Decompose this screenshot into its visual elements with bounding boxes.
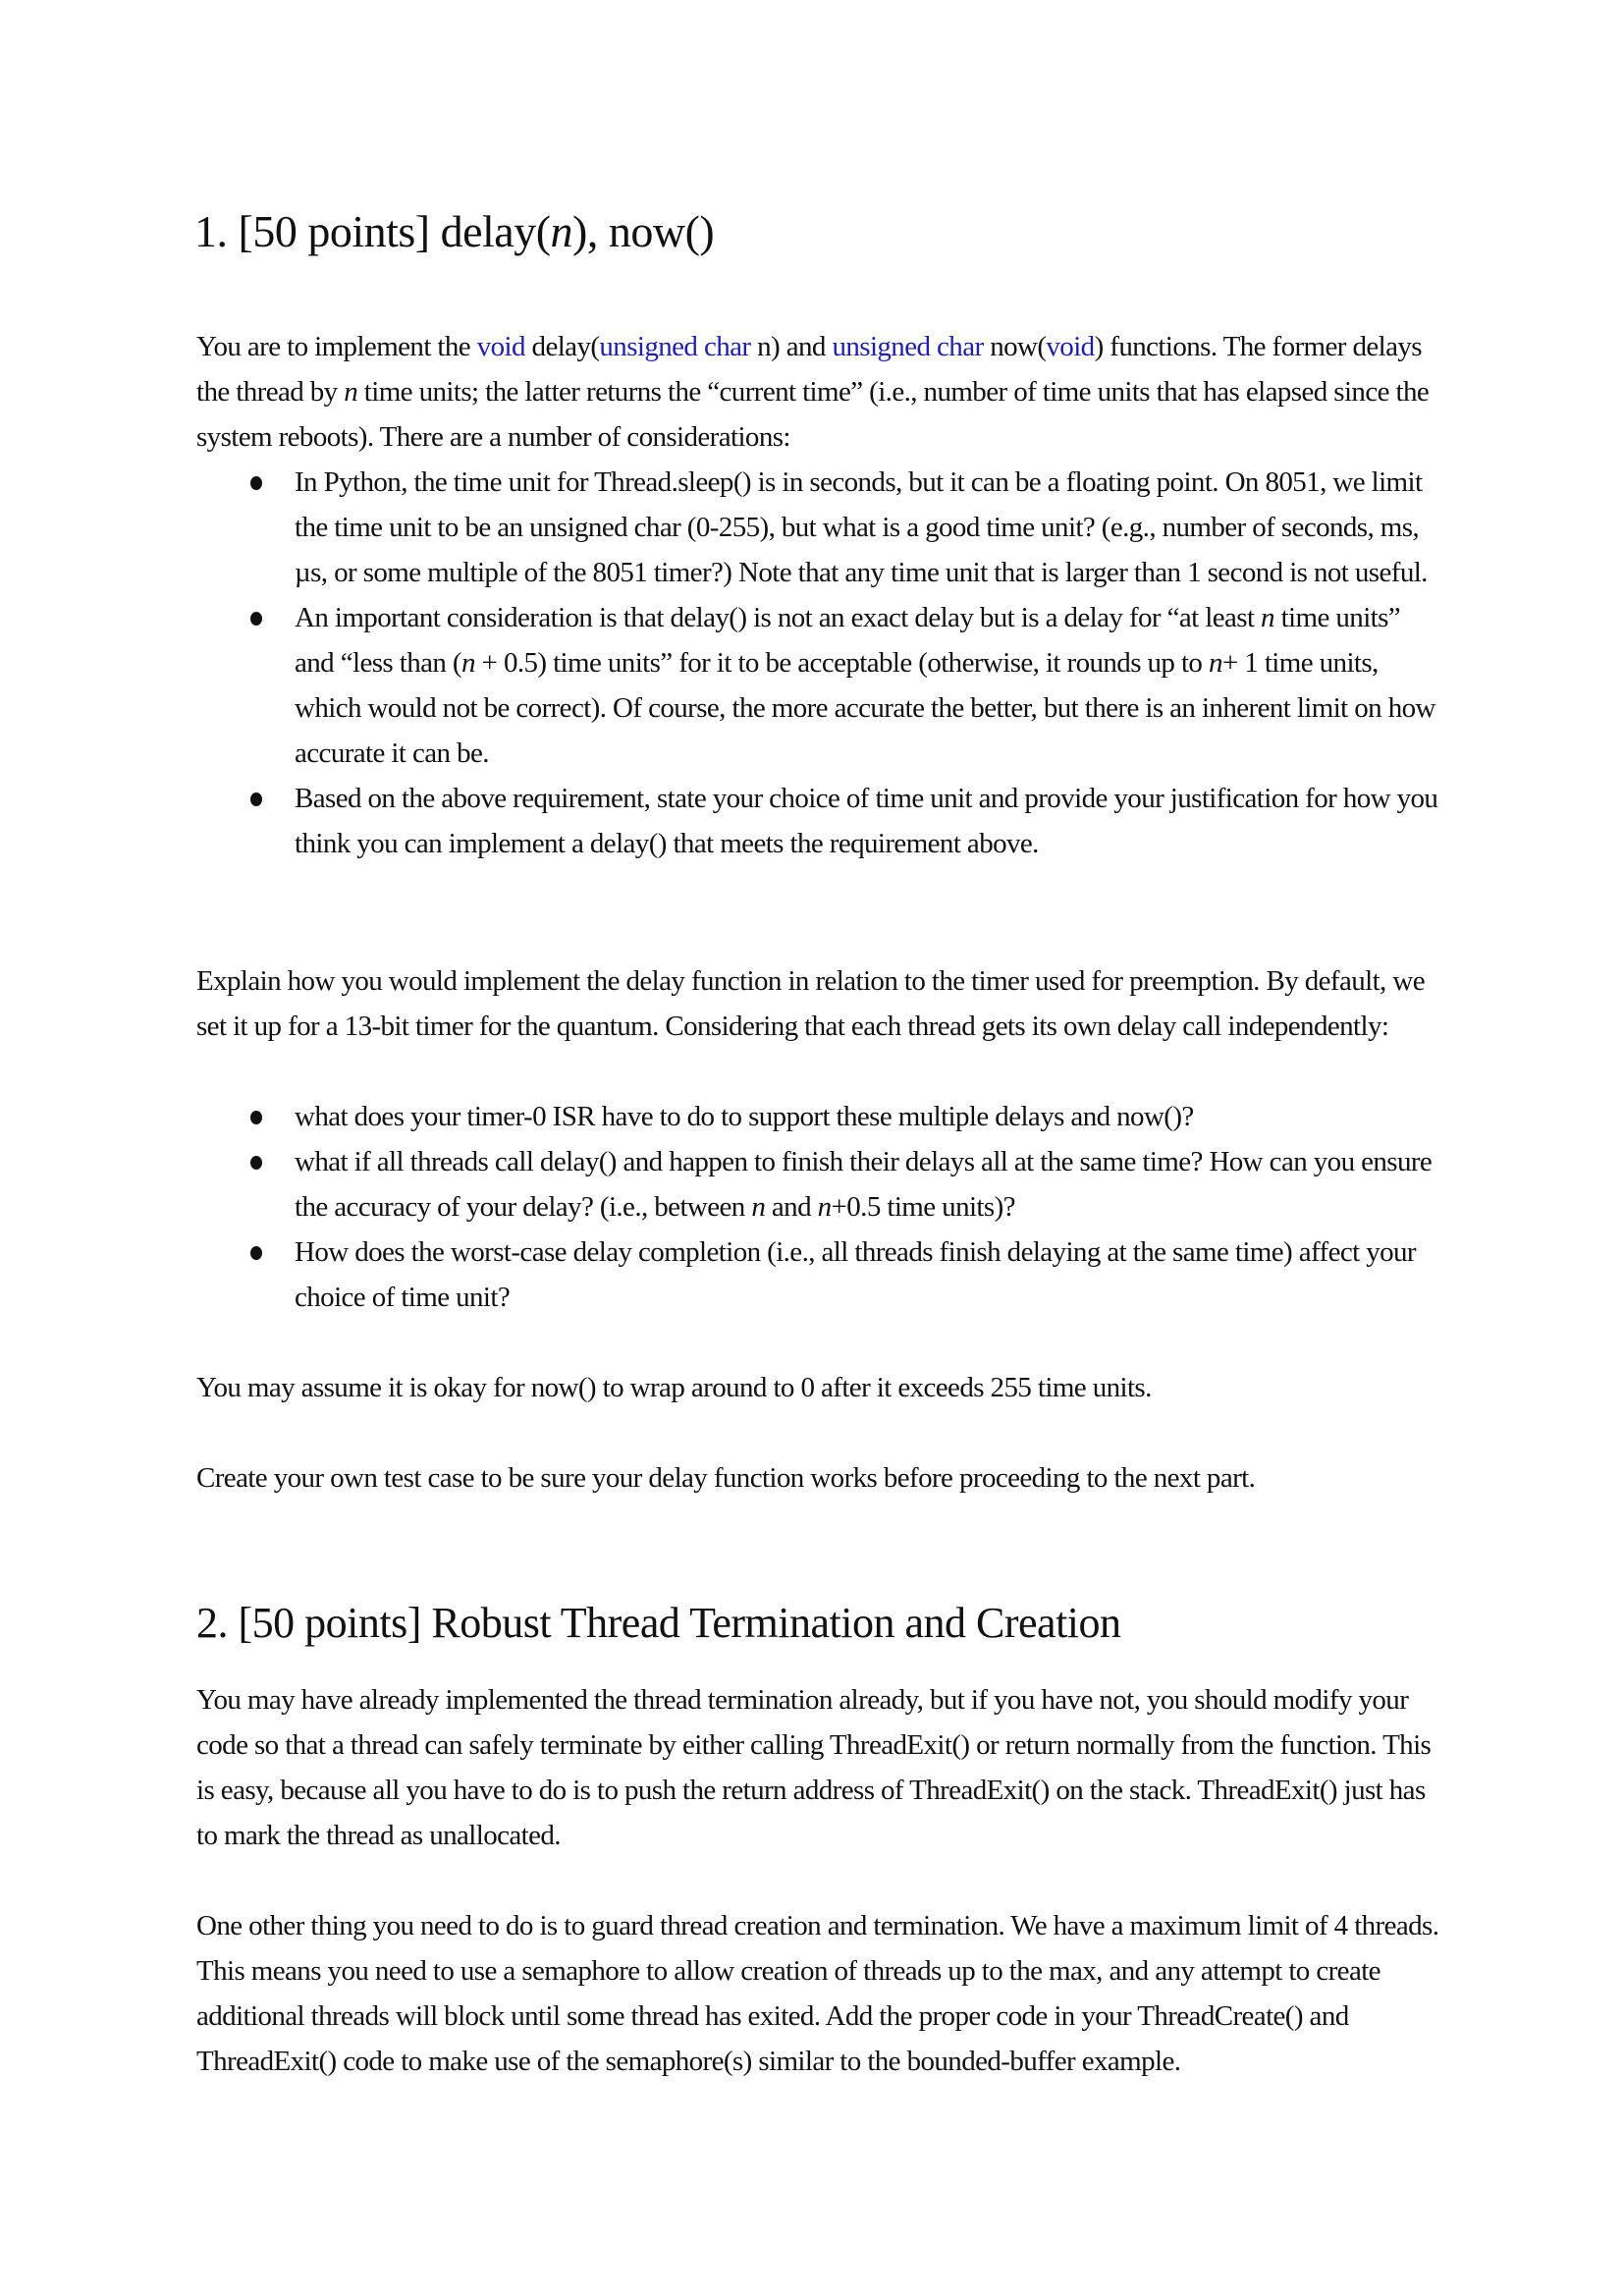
bullet-icon xyxy=(250,476,262,490)
list-item xyxy=(196,1230,1443,1320)
variable: n xyxy=(460,647,475,679)
text: and xyxy=(765,1191,818,1223)
variable: n xyxy=(751,1191,766,1223)
text: +0.5 time units)? xyxy=(831,1191,1015,1223)
keyword: void xyxy=(476,331,525,362)
list-item-text: How does the worst-case delay completion (i.e., all threads finish delaying at the same time) affect your choice of time unit? xyxy=(295,1236,1416,1313)
variable: n xyxy=(344,376,358,408)
heading-variable: n xyxy=(550,206,573,256)
text: time units; the latter returns the “current time” (i.e., number of time units that has elapsed since the system reboots). There are a number of considerations: xyxy=(196,376,1430,453)
list-item xyxy=(196,1139,1443,1230)
list-item xyxy=(196,460,1443,595)
keyword: unsigned char xyxy=(599,331,751,362)
text: ) functions. The former delays the thread by xyxy=(196,331,1422,408)
keyword: void xyxy=(1046,331,1095,362)
heading-text: ), now() xyxy=(572,206,715,256)
variable: n xyxy=(817,1191,832,1223)
text: n) and xyxy=(750,331,833,362)
text: now( xyxy=(983,331,1047,362)
text: + 1 time units, which would not be correct). Of course, the more accurate the better, but there is an inherent limit on how accurate it can be. xyxy=(295,647,1435,769)
keyword: unsigned char xyxy=(832,331,984,362)
termination-paragraph: You may have already implemented the thread termination already, but if you have not, you should modify your code so that a thread can safely terminate by either calling ThreadExit() or return normally from the function. This is easy, because all you have to do is to push the return address of ThreadExit() on the stack. ThreadExit() just has to mark the thread as unallocated. xyxy=(196,1684,1432,1851)
text: An important consideration is that delay() is not an exact delay but is a delay for “at least xyxy=(295,602,1262,633)
text: You are to implement the xyxy=(196,331,477,362)
section-2-heading: 2. [50 points] Robust Thread Termination and Creation xyxy=(196,1599,1121,1647)
bullet-icon xyxy=(250,1246,262,1260)
text: time units” and “less than ( xyxy=(295,602,1401,679)
wrap-note: You may assume it is okay for now() to wrap around to 0 after it exceeds 255 time units. xyxy=(196,1372,1152,1403)
variable: n xyxy=(1261,602,1274,633)
semaphore-paragraph: One other thing you need to do is to guard thread creation and termination. We have a maximum limit of 4 threads. This means you need to use a semaphore to allow creation of threads up to the max, and any attempt to create additional threads will block until some thread has exited. Add the proper code in your ThreadCreate() and ThreadExit() code to make use of the semaphore(s) similar to the bounded-buffer example. xyxy=(196,1910,1439,2077)
bullet-icon xyxy=(250,1111,262,1124)
heading-text: 1. [50 points] delay( xyxy=(194,206,551,256)
list-item-text: Based on the above requirement, state your choice of time unit and provide your justification for how you think you can implement a delay() that meets the requirement above. xyxy=(295,783,1438,859)
list-item xyxy=(196,595,1443,776)
bullet-icon xyxy=(250,612,262,626)
considerations-list xyxy=(196,460,1443,866)
intro-paragraph xyxy=(196,324,1443,460)
list-item-text: In Python, the time unit for Thread.sleep() is in seconds, but it can be a floating point. On 8051, we limit the time unit to be an unsigned char (0-255), but what is a good time unit? (e.g., number of seconds, ms, µs, or some multiple of the 8051 timer?) Note that any time unit that is larger than 1 second is not useful. xyxy=(295,466,1428,588)
list-item xyxy=(196,776,1443,866)
test-note: Create your own test case to be sure your delay function works before proceeding to the next part. xyxy=(196,1462,1256,1494)
bullet-icon xyxy=(250,1156,262,1170)
list-item xyxy=(196,1094,1443,1139)
variable: n xyxy=(1208,647,1222,679)
section-1-heading xyxy=(194,204,714,259)
text: what if all threads call delay() and happen to finish their delays all at the same time? How can you ensure the accuracy of your delay? (i.e., between xyxy=(295,1146,1433,1223)
questions-list xyxy=(196,1094,1443,1320)
list-item-text: what does your timer-0 ISR have to do to support these multiple delays and now()? xyxy=(295,1101,1194,1132)
bullet-icon xyxy=(250,793,262,806)
text: delay( xyxy=(524,331,600,362)
explain-paragraph: Explain how you would implement the delay function in relation to the timer used for preemption. By default, we set it up for a 13-bit timer for the quantum. Considering that each thread gets its own delay call independently: xyxy=(196,965,1425,1042)
text: + 0.5) time units” for it to be acceptable (otherwise, it rounds up to xyxy=(474,647,1209,679)
